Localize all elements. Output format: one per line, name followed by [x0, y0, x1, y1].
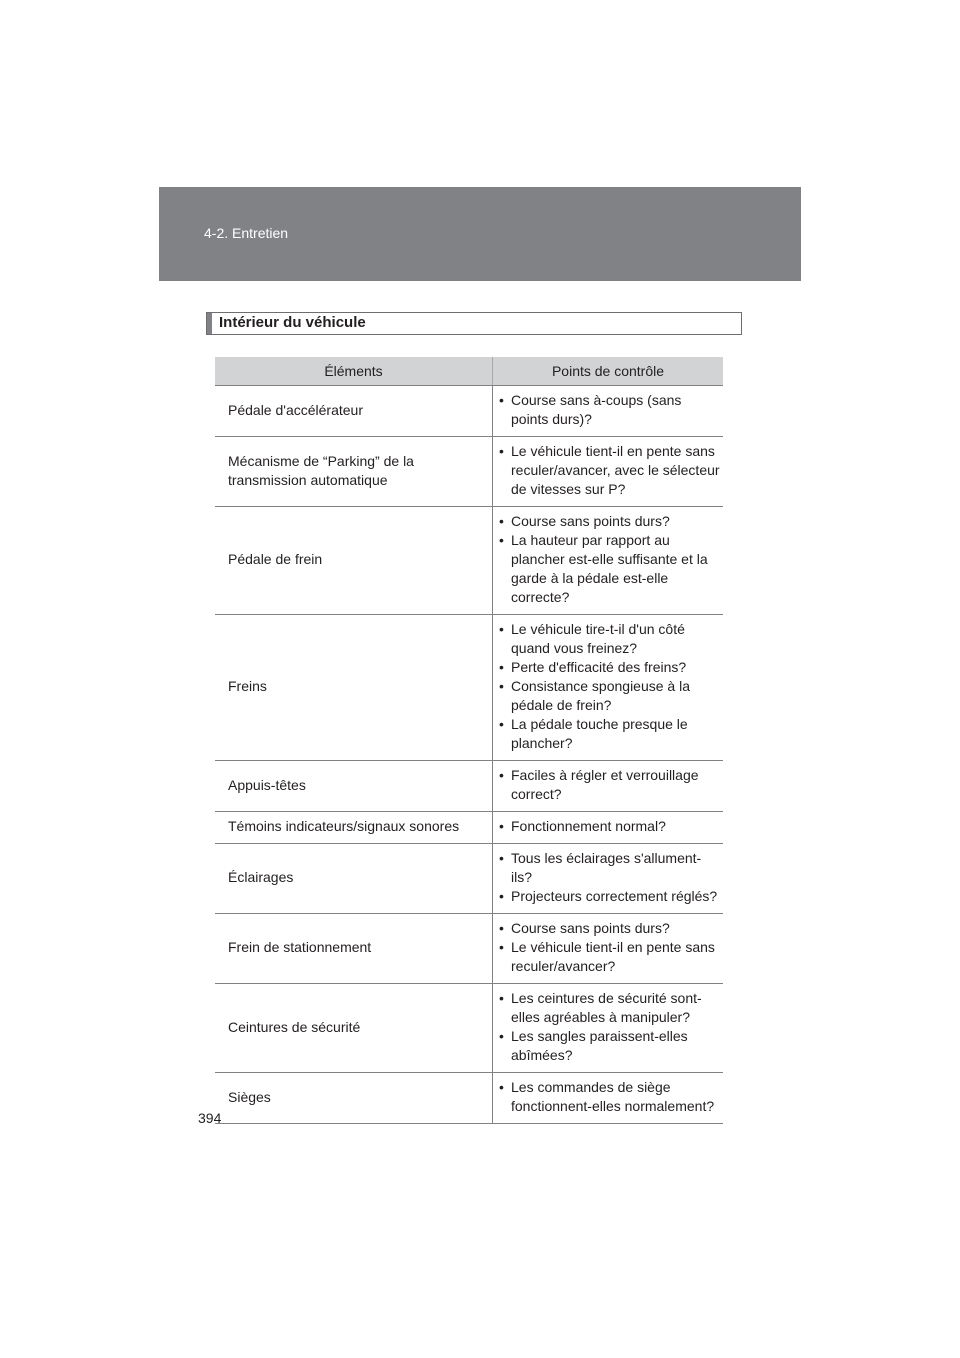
table-row — [215, 615, 723, 761]
table-header-row — [215, 357, 723, 386]
checkpoint-list — [497, 1078, 721, 1116]
row-checkpoints — [493, 984, 724, 1073]
section-heading-accent — [207, 313, 212, 334]
inspection-table — [215, 357, 723, 1124]
table-row — [215, 984, 723, 1073]
row-item-label: Mécanisme de “Parking” de la transmission automatique — [215, 437, 493, 507]
row-item-label: Frein de stationnement — [215, 914, 493, 984]
checkpoint-list — [497, 442, 721, 499]
checkpoint-item: • Perte d'efficacité des freins? — [497, 658, 721, 677]
row-checkpoints — [493, 507, 724, 615]
checkpoint-item: • Le véhicule tient-il en pente sans reculer/avancer? — [497, 938, 721, 976]
checkpoint-item: • Les ceintures de sécurité sont-elles agréables à manipuler? — [497, 989, 721, 1027]
checkpoint-item: • Tous les éclairages s'allument-ils? — [497, 849, 721, 887]
row-item-label: Pédale d'accélérateur — [215, 386, 493, 437]
chapter-section-label: 4-2. Entretien — [204, 225, 289, 241]
table-row — [215, 1073, 723, 1124]
checkpoint-item: • Les commandes de siège fonctionnent-elles normalement? — [497, 1078, 721, 1116]
row-checkpoints — [493, 437, 724, 507]
checkpoint-item: • La pédale touche presque le plancher? — [497, 715, 721, 753]
row-checkpoints — [493, 844, 724, 914]
checkpoint-list — [497, 391, 721, 429]
checkpoint-item: • Course sans points durs? — [497, 512, 721, 531]
checkpoint-list — [497, 989, 721, 1065]
row-item-label: Éclairages — [215, 844, 493, 914]
table-row — [215, 812, 723, 844]
column-header-items: Éléments — [215, 357, 493, 386]
row-checkpoints — [493, 386, 724, 437]
row-item-label: Freins — [215, 615, 493, 761]
checkpoint-list — [497, 849, 721, 906]
row-item-label: Témoins indicateurs/signaux sonores — [215, 812, 493, 844]
row-checkpoints — [493, 1073, 724, 1124]
checkpoint-item: • Projecteurs correctement réglés? — [497, 887, 721, 906]
row-item-label: Ceintures de sécurité — [215, 984, 493, 1073]
table-row — [215, 761, 723, 812]
checkpoint-list — [497, 620, 721, 753]
row-checkpoints — [493, 761, 724, 812]
table-body — [215, 386, 723, 1124]
section-heading — [206, 312, 742, 335]
checkpoint-item: • Faciles à régler et verrouillage correct? — [497, 766, 721, 804]
checkpoint-item: • Le véhicule tire-t-il d'un côté quand vous freinez? — [497, 620, 721, 658]
checkpoint-list — [497, 766, 721, 804]
page-number: 394 — [198, 1110, 222, 1126]
checkpoint-item: • Fonctionnement normal? — [497, 817, 721, 836]
table-row — [215, 507, 723, 615]
checkpoint-item: • Les sangles paraissent-elles abîmées? — [497, 1027, 721, 1065]
checkpoint-list — [497, 512, 721, 607]
row-checkpoints — [493, 914, 724, 984]
table-row — [215, 386, 723, 437]
table-row — [215, 914, 723, 984]
row-item-label: Sièges — [215, 1073, 493, 1124]
table-row — [215, 844, 723, 914]
checkpoint-list — [497, 817, 721, 836]
checkpoint-item: • Le véhicule tient-il en pente sans reculer/avancer, avec le sélecteur de vitesses sur P? — [497, 442, 721, 499]
row-item-label: Pédale de frein — [215, 507, 493, 615]
row-checkpoints — [493, 615, 724, 761]
checkpoint-item: • La hauteur par rapport au plancher est-elle suffisante et la garde à la pédale est-elle correcte? — [497, 531, 721, 607]
checkpoint-list — [497, 919, 721, 976]
column-header-checkpoints: Points de contrôle — [493, 357, 724, 386]
row-item-label: Appuis-têtes — [215, 761, 493, 812]
checkpoint-item: • Course sans à-coups (sans points durs)? — [497, 391, 721, 429]
header-band — [159, 187, 801, 281]
row-checkpoints — [493, 812, 724, 844]
checkpoint-item: • Consistance spongieuse à la pédale de frein? — [497, 677, 721, 715]
section-title: Intérieur du véhicule — [219, 314, 366, 331]
checkpoint-item: • Course sans points durs? — [497, 919, 721, 938]
table-row — [215, 437, 723, 507]
